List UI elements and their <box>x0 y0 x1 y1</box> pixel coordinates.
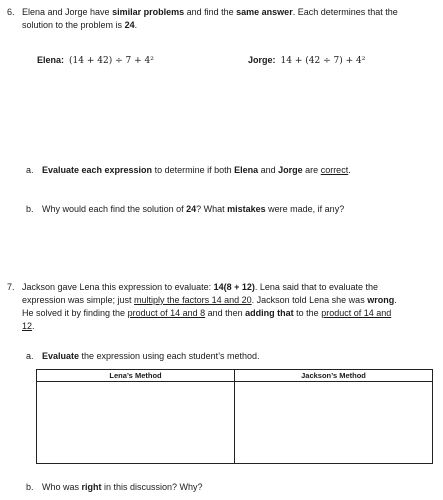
question-7-part-b: Who was right in this discussion? Why? <box>42 482 203 492</box>
question-7-number: 7. <box>7 282 15 292</box>
question-6-part-b-letter: b. <box>26 204 34 214</box>
methods-table <box>36 369 433 464</box>
question-7-line-3: He solved it by finding the product of 14 and 8 and then adding that to the product of 14 and <box>22 308 392 318</box>
jackson-method-header: Jackson’s Method <box>235 370 433 382</box>
question-7-line-4: 12. <box>22 321 35 331</box>
lena-method-answer-cell[interactable] <box>37 382 235 464</box>
question-7-part-a-letter: a. <box>26 351 34 361</box>
question-7-line-1: Jackson gave Lena this expression to evaluate: 14(8 + 12). Lena said that to evaluate the <box>22 282 378 292</box>
question-6-number: 6. <box>7 7 15 17</box>
question-6-part-b: Why would each find the solution of 24? What mistakes were made, if any? <box>42 204 345 214</box>
methods-table-answer-row <box>37 382 433 464</box>
methods-table-header-row <box>37 370 433 382</box>
elena-expression: Elena: (14 + 42) ÷ 7 + 4² <box>37 55 154 66</box>
question-6-part-a: Evaluate each expression to determine if both Elena and Jorge are correct. <box>42 165 351 175</box>
question-6-line-1: Elena and Jorge have similar problems and find the same answer. Each determines that the <box>22 7 398 17</box>
question-6-line-2: solution to the problem is 24. <box>22 20 138 30</box>
question-7-part-a: Evaluate the expression using each student’s method. <box>42 351 260 361</box>
question-6-part-a-letter: a. <box>26 165 34 175</box>
lena-method-header: Lena’s Method <box>37 370 235 382</box>
question-7-line-2: expression was simple; just multiply the factors 14 and 20. Jackson told Lena she was wrong. <box>22 295 397 305</box>
jackson-method-answer-cell[interactable] <box>235 382 433 464</box>
jorge-expression: Jorge: 14 + (42 ÷ 7) + 4² <box>248 55 366 66</box>
question-7-part-b-letter: b. <box>26 482 34 492</box>
